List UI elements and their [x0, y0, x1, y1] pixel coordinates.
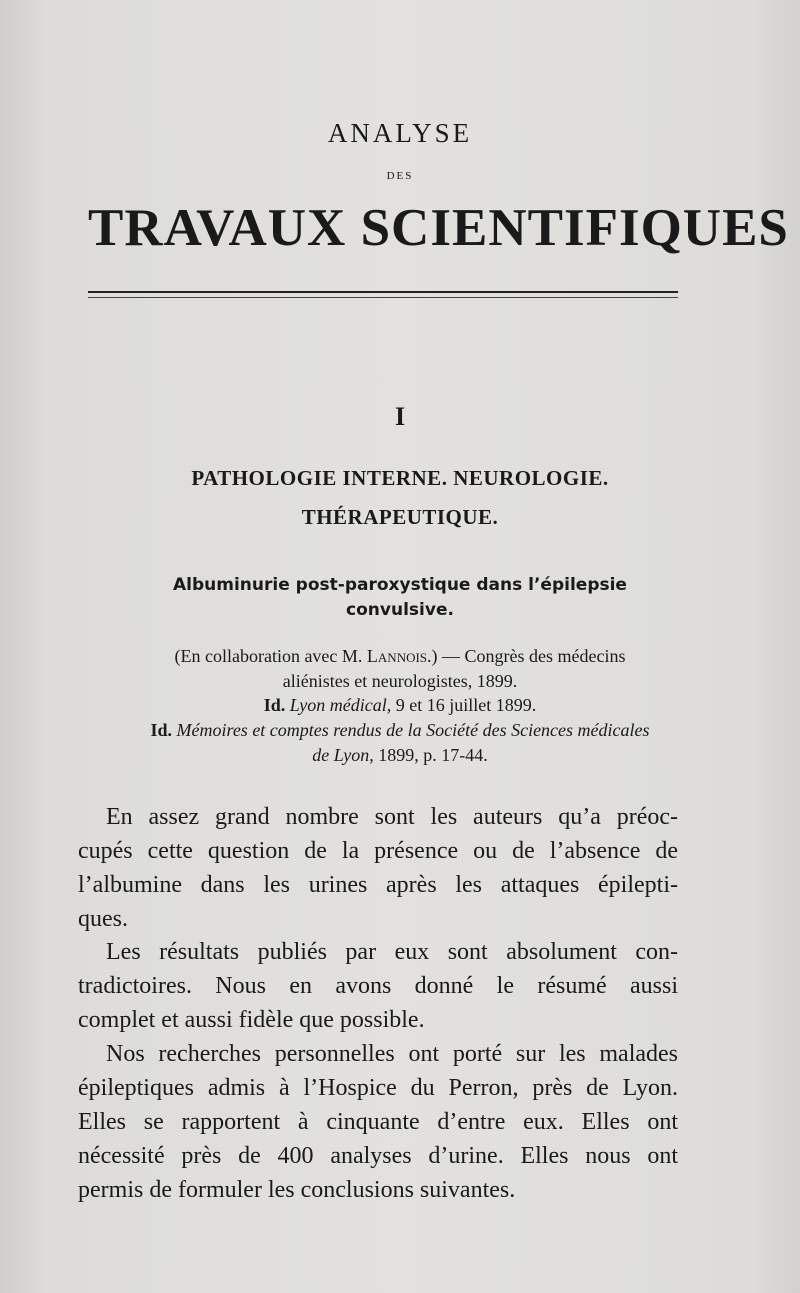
- reference-line5: [0, 745, 800, 766]
- heading-analyse: ANALYSE: [327, 118, 473, 148]
- body-paragraph-3: [78, 1037, 678, 1207]
- ref-id: Id.: [150, 720, 172, 740]
- section-number: I: [394, 402, 406, 431]
- body-paragraph-2: [78, 935, 678, 1037]
- article-title-line1: Albuminurie post-paroxystique dans l’épilepsie: [173, 575, 627, 595]
- text-line: épileptiques admis à l’Hospice du Perron, près de Lyon.: [78, 1075, 678, 1101]
- body-paragraph-1: [78, 800, 678, 936]
- text-line: cupés cette question de la présence ou de l’absence de: [78, 838, 678, 864]
- heading-travaux-scientifiques: TRAVAUX SCIENTIFIQUES: [88, 199, 789, 257]
- section-title-line2: THÉRAPEUTIQUE.: [301, 505, 499, 529]
- reference-line2: aliénistes et neurologistes, 1899.: [282, 671, 518, 691]
- ref-text: 1899, p. 17-44.: [373, 745, 488, 765]
- text-line: permis de formuler les conclusions suivantes.: [78, 1177, 516, 1203]
- heading-rule-thin: [88, 297, 678, 298]
- section-title-line1: PATHOLOGIE INTERNE. NEUROLOGIE.: [191, 466, 609, 490]
- text-line: En assez grand nombre sont les auteurs qu’a préoc-: [106, 804, 678, 830]
- ref-text: 9 et 16 juillet 1899.: [391, 695, 537, 715]
- ref-journal: Lyon médical,: [289, 695, 392, 715]
- text-line: complet et aussi fidèle que possible.: [78, 1007, 425, 1033]
- heading-rule-thick: [88, 291, 678, 293]
- ref-text: (En collaboration avec M.: [174, 646, 367, 666]
- text-line: nécessité près de 400 analyses d’urine. Elles nous ont: [78, 1143, 678, 1169]
- ref-journal: Mémoires et comptes rendus de la Société des Sciences médicales: [176, 720, 650, 740]
- text-line: Nos recherches personnelles ont porté sur les malades: [106, 1041, 678, 1067]
- ref-id: Id.: [263, 695, 286, 715]
- ref-journal: de Lyon,: [312, 745, 374, 765]
- text-line: Elles se rapportent à cinquante d’entre eux. Elles ont: [78, 1109, 678, 1135]
- reference-line4: [0, 720, 800, 741]
- reference-line1: [0, 646, 800, 667]
- reference-line3: [0, 695, 800, 716]
- article-title-line2: convulsive.: [346, 600, 454, 620]
- text-line: ques.: [78, 906, 128, 932]
- ref-author: Lannois: [366, 646, 428, 666]
- text-line: Les résultats publiés par eux sont absolument con-: [106, 939, 678, 965]
- text-line: tradictoires. Nous en avons donné le résumé aussi: [78, 973, 678, 999]
- heading-des: DES: [386, 170, 414, 182]
- text-line: l’albumine dans les urines après les attaques épilepti-: [78, 872, 678, 898]
- ref-text: .) — Congrès des médecins: [427, 646, 626, 666]
